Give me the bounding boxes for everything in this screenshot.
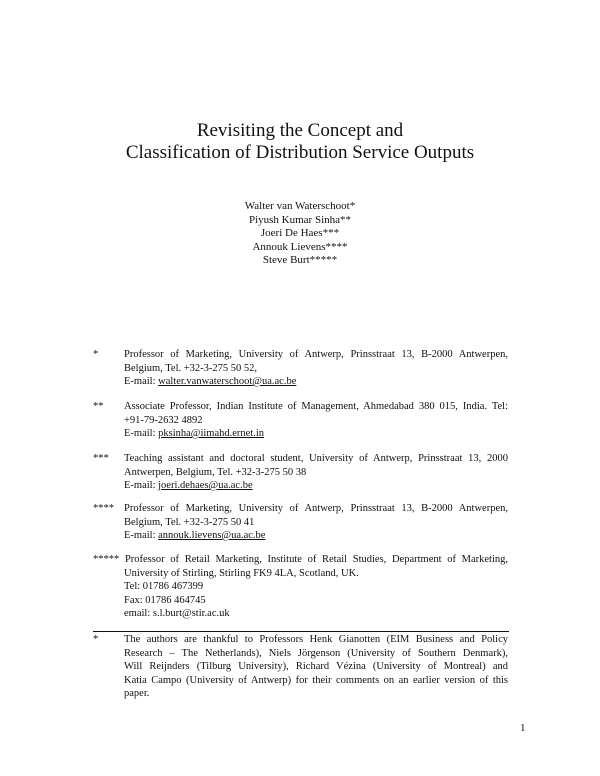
affiliation-line: Antwerpen, Belgium, Tel. +32-3-275 50 38 — [124, 466, 307, 478]
affiliation-1 — [93, 348, 508, 389]
footnote-line: Research – The Netherlands), Niels Jörgenson (University of Southern Denmark), — [124, 647, 508, 659]
affiliation-mark: **** — [93, 503, 114, 514]
affiliation-line: Belgium, Tel. +32-3-275 50 41 — [124, 516, 255, 528]
affiliation-line: +91-79-2632 4892 — [124, 414, 203, 426]
footnote — [93, 633, 508, 701]
affiliation-mark: ***** — [93, 554, 120, 565]
affiliation-email-line — [124, 427, 508, 441]
footnote-line: Will Reijnders (Tilburg University), Richard Vézina (University of Montreal) and — [124, 661, 508, 672]
author-name: Joeri De Haes*** — [260, 227, 340, 239]
email-link[interactable]: joeri.dehaes@ua.ac.be — [158, 480, 253, 491]
affiliation-line: Fax: 01786 464745 — [124, 594, 206, 606]
author-name: Piyush Kumar Sinha** — [248, 213, 352, 226]
title-line-1: Revisiting the Concept and — [196, 120, 404, 141]
affiliation-email-line — [124, 479, 508, 493]
affiliation-5 — [93, 553, 508, 621]
affiliation-line: email: s.l.burt@stir.ac.uk — [124, 608, 230, 619]
affiliation-mark: * — [93, 349, 99, 360]
affiliation-line: Associate Professor, Indian Institute of Management, Ahmedabad 380 015, India. Tel: — [124, 401, 508, 412]
page-number: 1 — [520, 722, 526, 734]
email-label: E-mail: — [124, 530, 159, 541]
affiliation-2 — [93, 400, 508, 441]
email-link[interactable]: walter.vanwaterschoot@ua.ac.be — [158, 376, 297, 387]
affiliation-4 — [93, 502, 508, 543]
affiliation-line: Teaching assistant and doctoral student, University of Antwerp, Prinsstraat 13, 2000 — [124, 453, 508, 464]
footnote-line: Katia Campo (University of Antwerp) for their comments on an earlier version of this — [124, 674, 508, 686]
affiliation-email-line — [124, 529, 508, 543]
footnote-line: The authors are thankful to Professors Henk Gianotten (EIM Business and Policy — [124, 634, 508, 645]
email-link[interactable]: annouk.lievens@ua.ac.be — [158, 530, 266, 541]
author-name: Annouk Lievens**** — [252, 240, 348, 253]
author-name: Walter van Waterschoot* — [244, 200, 356, 212]
affiliation-line: University of Stirling, Stirling FK9 4LA, Scotland, UK. — [124, 567, 359, 579]
affiliation-line: Professor of Marketing, University of Antwerp, Prinsstraat 13, B-2000 Antwerpen, — [124, 349, 508, 360]
affiliation-3 — [93, 452, 508, 493]
email-label: E-mail: — [124, 428, 159, 439]
affiliation-line: Belgium, Tel. +32-3-275 50 52, — [124, 362, 258, 374]
affiliation-mark: ** — [93, 401, 104, 412]
affiliation-line: ***** Professor of Retail Marketing, Institute of Retail Studies, Department of Marketing, — [93, 554, 508, 565]
email-label: E-mail: — [124, 376, 159, 387]
footnote-divider — [93, 631, 509, 632]
author-name: Steve Burt***** — [262, 254, 338, 266]
author-list — [0, 200, 600, 268]
paper-title — [0, 120, 600, 164]
title-line-2: Classification of Distribution Service Outputs — [125, 142, 475, 163]
email-link[interactable]: pksinha@iimahd.ernet.in — [158, 428, 265, 439]
email-label: E-mail: — [124, 480, 159, 491]
affiliation-line: Professor of Marketing, University of Antwerp, Prinsstraat 13, B-2000 Antwerpen, — [124, 503, 508, 514]
footnote-line: paper. — [124, 688, 150, 699]
affiliation-email-line — [124, 375, 508, 389]
affiliation-line: Tel: 01786 467399 — [124, 581, 204, 592]
affiliation-mark: *** — [93, 453, 109, 464]
footnote-mark: * — [93, 634, 99, 645]
